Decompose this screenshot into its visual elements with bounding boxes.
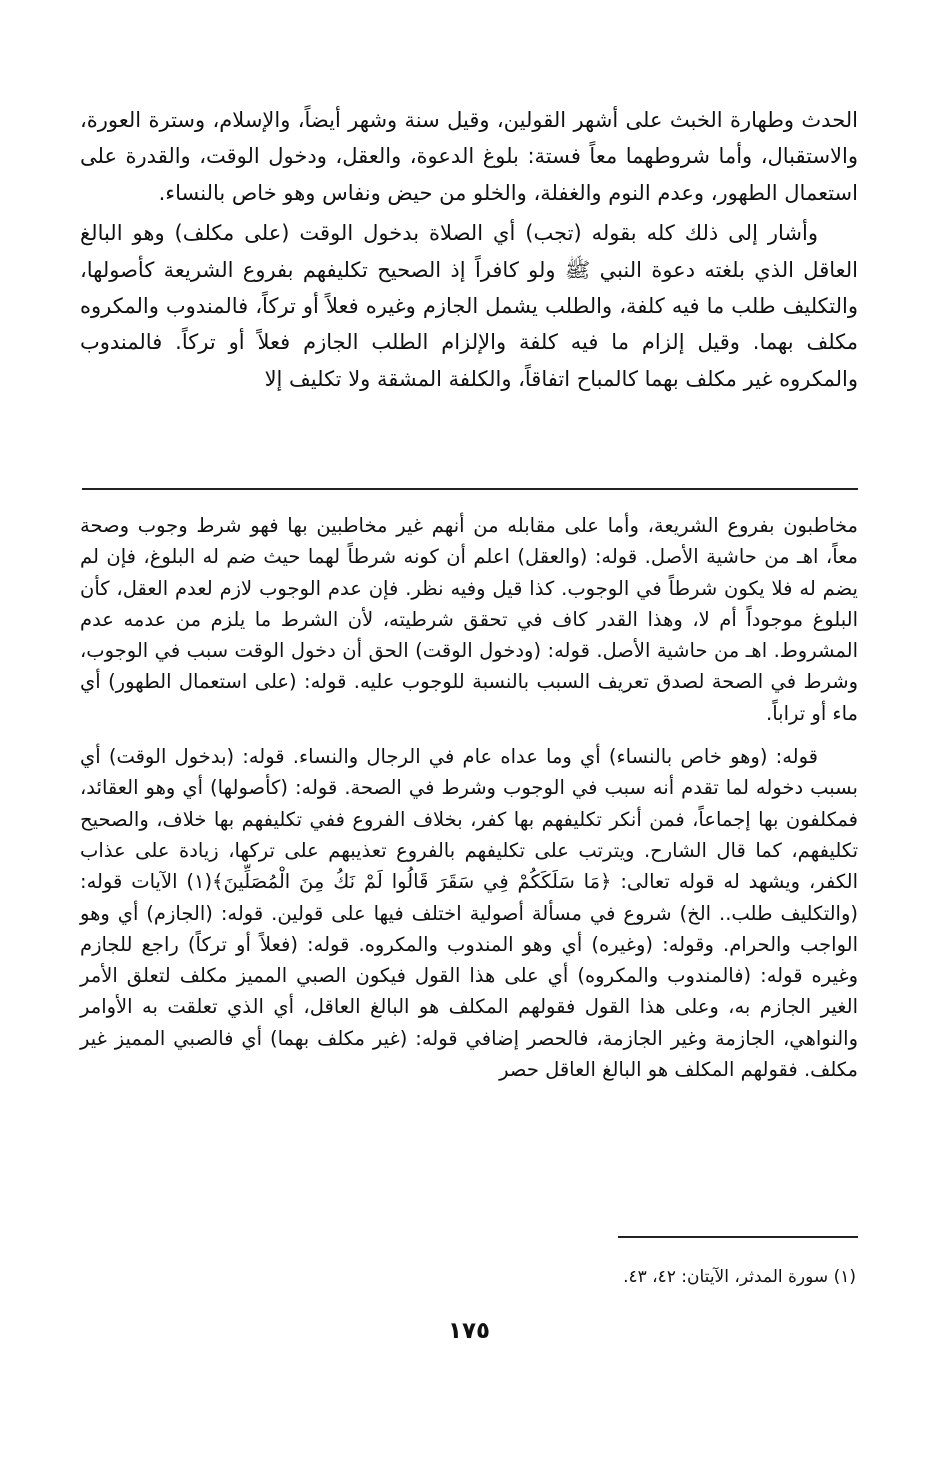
main-paragraph: الحدث وطهارة الخبث على أشهر القولين، وقيل سنة وشهر أيضاً، والإسلام، وسترة العورة، والاستقبال، وأما شروطهما معاً فستة: بلوغ الدعوة، والعقل، ودخول الوقت، والقدرة على استعمال الطهور، وعدم النوم والغفلة، والخلو من حيض ونفاس وهو خاص بالنساء. [80,108,858,205]
footnote-divider [618,1236,858,1238]
main-commentary-divider [82,488,858,490]
commentary-paragraph: مخاطبون بفروع الشريعة، وأما على مقابله من أنهم غير مخاطبين بها فهو شرط وجوب وصحة معاً، اهـ من حاشية الأصل. قوله: (والعقل) اعلم أن كونه شرطاً لهما حيث ضم له البلوغ، فإن لم يضم له فلا يكون شرطاً في الوجوب. كذا قيل وفيه نظر. فإن عدم الوجوب لازم لعدم العقل، كأن البلوغ موجوداً أم لا، وهذا القدر كاف في تحقق شرطيته، لأن الشرط ما يلزم من عدمه عدم المشروط. اهـ من حاشية الأصل. قوله: (ودخول الوقت) الحق أن دخول الوقت سبب في الوجوب، وشرط في الصحة لصدق تعريف السبب بالنسبة للوجوب عليه. قوله: (على استعمال الطهور) أي ماء أو تراباً. [80,514,858,725]
main-text-block [80,102,858,397]
commentary-paragraph: قوله: (وهو خاص بالنساء) أي وما عداه عام في الرجال والنساء. قوله: (بدخول الوقت) أي بسبب دخوله لما تقدم أنه سبب في الوجوب وشرط في الصحة. قوله: (كأصولها) أي وهو العقائد، فمكلفون بها إجماعاً، فمن أنكر تكليفهم بها كفر، بخلاف الفروع ففي تكليفهم بها خلاف، والصحيح تكليفهم، كما قال الشارح. ويترتب على تكليفهم بالفروع تعذيبهم على تركها، زيادة على عذاب الكفر، ويشهد له قوله تعالى: ﴿مَا سَلَكَكُمْ فِي سَقَرَ قَالُوا لَمْ نَكُ مِنَ الْمُصَلِّينَ﴾(١) الآيات قوله: (والتكليف طلب.. الخ) شروع في مسألة أصولية اختلف فيها على قولين. قوله: (الجازم) أي وهو الواجب والحرام. وقوله: (وغيره) أي وهو المندوب والمكروه. قوله: (فعلاً أو تركاً) راجع للجازم وغيره قوله: (فالمندوب والمكروه) أي على هذا القول فيكون الصبي المميز مكلف لتعلق الأمر الغير الجازم به، وعلى هذا القول فقولهم المكلف هو البالغ العاقل، أي الذي تعلقت به الأوامر والنواهي، الجازمة وغير الجازمة، فالحصر إضافي قوله: (غير مكلف بهما) أي فالصبي المميز غير مكلف. فقولهم المكلف هو البالغ العاقل حصر [80,745,858,1082]
commentary-block [80,510,858,1085]
page-number: ١٧٥ [447,1318,491,1344]
main-paragraph: وأشار إلى ذلك كله بقوله (تجب) أي الصلاة بدخول الوقت (على مكلف) وهو البالغ العاقل الذي بلغته دعوة النبي ﷺ ولو كافراً إذ الصحيح تكليفهم بفروع الشريعة كأصولها، والتكليف طلب ما فيه كلفة، والطلب يشمل الجازم وغيره فعلاً أو تركاً، فالمندوب والمكروه مكلف بهما. وقيل إلزام ما فيه كلفة والإلزام الطلب الجازم فعلاً أو تركاً. فالمندوب والمكروه غير مكلف بهما كالمباح اتفاقاً، والكلفة المشقة ولا تكليف إلا [80,221,858,391]
footnote: (١) سورة المدثر، الآيتان: ٤٢، ٤٣. [623,1267,856,1287]
